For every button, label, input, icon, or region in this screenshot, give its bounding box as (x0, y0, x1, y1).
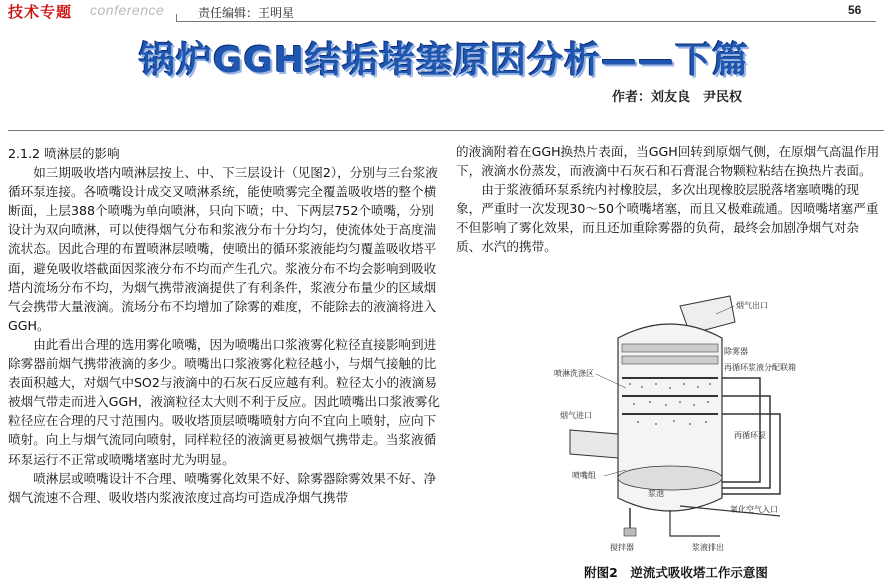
paragraph: 如三期吸收塔内喷淋层按上、中、下三层设计（见图2），分别与三台浆液循环泵连接。各喷嘴设计成交叉喷淋系统，能使喷雾完全覆盖吸收塔的整个横断面，上层388个喷嘴为单向喷淋，只向下喷；中、下两层752个喷嘴，分别设计为双向喷淋，可以使得烟气分布和浆液分布十分均匀，使流体处于高度湍流状态。因此合理的布置喷淋层喷嘴，使喷出的循环浆液能均匀覆盖吸收塔平面，避免吸收塔截面因浆液分布不均而产生孔穴。浆液分布不均会影响到吸收塔内流场分布不均，为烟气携带液滴提供了有利条件，浆液分布量少的区域烟气会携带大量液滴。流场分布不均增加了除雾的难度，不能除去的液滴将进入GGH。 (8, 165, 438, 333)
absorber-drawing (530, 292, 816, 558)
left-column (8, 144, 442, 507)
recirc-pipe (722, 378, 760, 482)
editor-credit: 责任编辑：王明星 (198, 6, 295, 20)
recirc-pipe (722, 396, 770, 488)
title-rule (8, 130, 884, 131)
label-oxidation: 氧化空气入口 (730, 505, 778, 514)
label-mixer: 搅拌器 (610, 543, 634, 552)
paragraph: 由此看出合理的选用雾化喷嘴，因为喷嘴出口浆液雾化粒径直接影响到进除雾器前烟气携带液滴的多少。喷嘴出口浆液雾化粒径越小，与烟气接触的比表面积越大，对烟气中SO2与液滴中的石灰石反应越有利。粒径太小的液滴易被烟气带走而进入GGH，液滴粒径太大则不利于反应。因此喷嘴出口浆液雾化粒径应在合理的尺寸范围内。吸收塔顶层喷嘴喷射方向不宜向上喷射，应向下喷射。向上与烟气流同向喷射，同样粒径的液滴更易被烟气携带走。当浆液循环泵运行不正常或喷嘴堵塞时尤为明显。 (8, 336, 440, 467)
demister-band (622, 356, 718, 364)
section-badge: 技术专题 (8, 3, 73, 21)
label-outlet: 烟气出口 (736, 301, 768, 310)
inlet-duct (570, 430, 618, 458)
header-rule (176, 21, 876, 22)
label-inlet: 烟气进口 (560, 411, 592, 420)
drain-pipe (670, 510, 720, 536)
slurry-surface (618, 466, 722, 490)
label-wash-zone: 喷淋洗涤区 (554, 369, 594, 378)
label-nozzle: 喷嘴组 (572, 471, 596, 480)
figure-caption: 附图2 逆流式吸收塔工作示意图 (584, 565, 768, 580)
label-demister: 除雾器 (724, 347, 748, 356)
label-recirc-pump: 再循环泵 (734, 431, 766, 440)
absorber-diagram (530, 292, 816, 558)
article-author: 作者：刘友良 尹民权 (612, 90, 743, 105)
demister-band (622, 344, 718, 352)
paragraph: 喷淋层或喷嘴设计不合理、喷嘴雾化效果不好、除雾器除雾效果不好、净烟气流速不合理、吸收塔内浆液浓度过高均可造成净烟气携带 (8, 470, 437, 505)
page-number: 56 (848, 3, 862, 17)
label-tank: 浆池 (648, 489, 664, 498)
article-title: 锅炉GGH结垢堵塞原因分析——下篇 (138, 40, 750, 81)
mixer-motor (624, 528, 636, 536)
series-name: conference (90, 2, 165, 18)
section-heading: 2.1.2 喷淋层的影响 (8, 146, 120, 161)
right-column (456, 142, 882, 257)
label-spray-header: 再循环浆液分配联箱 (724, 363, 796, 372)
paragraph: 的液滴附着在GGH换热片表面，当GGH回转到原烟气侧，在原烟气高温作用下，液滴水份蒸发，而液滴中石灰石和石膏混合物颗粒粘结在换热片表面。 (456, 144, 880, 179)
paragraph: 由于浆液循环泵系统内衬橡胶层，多次出现橡胶层脱落堵塞喷嘴的现象，严重时一次发现30～50个喷嘴堵塞，而且又极难疏通。因喷嘴堵塞严重不但影响了雾化效果，而且还加重除雾器的负荷，最终会加剧净烟气对杂质、水汽的携带。 (456, 182, 879, 255)
page-header (0, 0, 888, 22)
label-drain: 浆液排出 (692, 543, 724, 552)
